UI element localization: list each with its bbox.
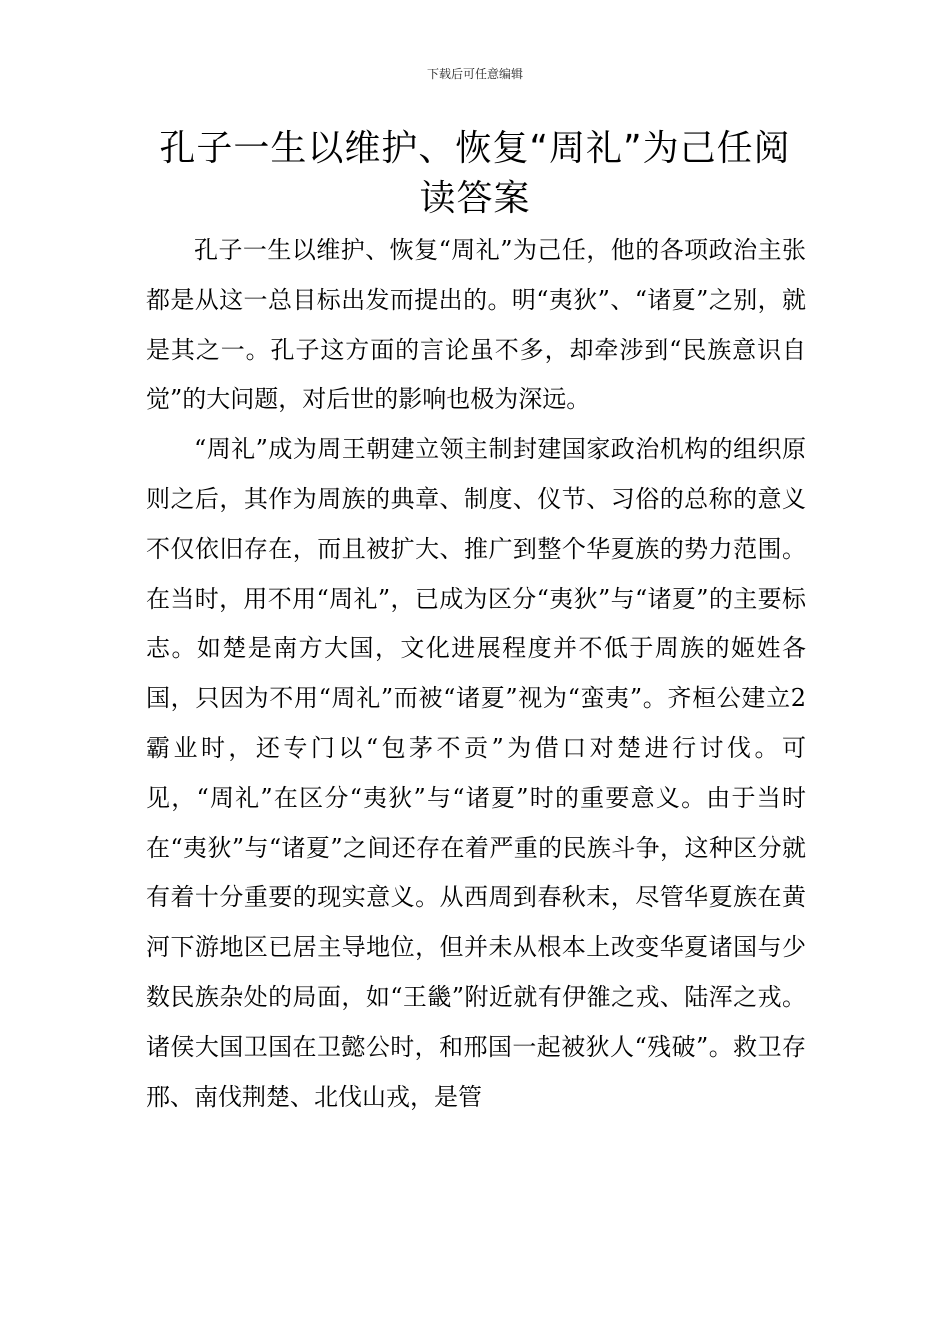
header-note: 下载后可任意编辑: [426, 67, 523, 81]
document-body: [146, 226, 806, 1122]
paragraph-1: 孔子一生以维护、恢复“周礼”为己任，他的各项政治主张都是从这一总目标出发而提出的。明“夷狄”、“诸夏”之别，就是其之一。孔子这方面的言论虽不多，却牵涉到“民族意识自觉”的大问题，对后世的影响也极为深远。: [146, 236, 806, 414]
paragraph-2: “周礼”成为周王朝建立领主制封建国家政治机构的组织原则之后，其作为周族的典章、制度、仪节、习俗的总称的意义不仅依旧存在，而且被扩大、推广到整个华夏族的势力范围。在当时，用不用“周礼”，已成为区分“夷狄”与“诸夏”的主要标志。如楚是南方大国，文化进展程度并不低于周族的姬姓各国，只因为不用“周礼”而被“诸夏”视为“蛮夷”。齐桓公建立2霸业时，还专门以“包茅不贡”为借口对楚进行讨伐。可见，“周礼”在区分“夷狄”与“诸夏”时的重要意义。由于当时在“夷狄”与“诸夏”之间还存在着严重的民族斗争，这种区分就有着十分重要的现实意义。从西周到春秋末，尽管华夏族在黄河下游地区已居主导地位，但并未从根本上改变华夏诸国与少数民族杂处的局面，如“王畿”附近就有伊雒之戎、陆浑之戎。诸侯大国卫国在卫懿公时，和邢国一起被狄人“残破”。救卫存邢、南伐荆楚、北伐山戎，是管: [146, 435, 806, 1111]
document-title: 孔子一生以维护、恢复“周礼”为己任阅读答案: [159, 128, 791, 219]
